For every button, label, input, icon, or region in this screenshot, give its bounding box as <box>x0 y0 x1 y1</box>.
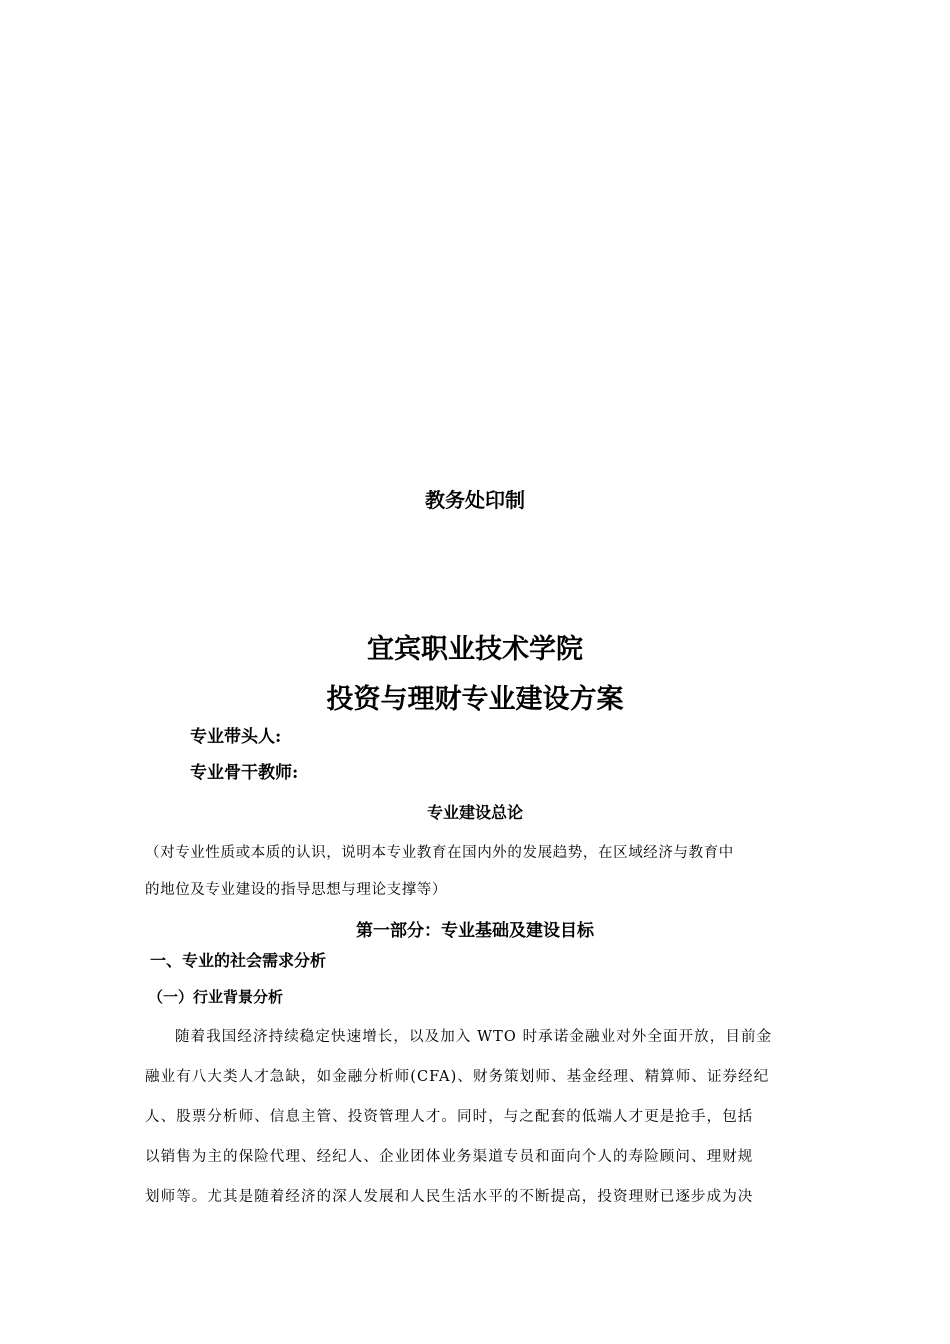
core-teacher-label: 专业骨干教师: <box>190 763 299 783</box>
leader-label: 专业带头人: <box>190 727 282 747</box>
paragraph-line: 融业有八大类人才急缺，如金融分析师(CFA)、财务策划师、基金经理、精算师、证券经纪 <box>145 1069 770 1085</box>
section1-heading: 一、专业的社会需求分析 <box>150 951 327 970</box>
paragraph-line: 划师等。尤其是随着经济的深人发展和人民生活水平的不断提高，投资理财已逐步成为决 <box>145 1189 754 1205</box>
printer-label: 教务处印制 <box>425 488 525 512</box>
subsection1-heading: （一）行业背景分析 <box>148 988 284 1006</box>
overview-note-line: （对专业性质或本质的认识，说明本专业教育在国内外的发展趋势，在区域经济与教育中 <box>145 845 734 861</box>
paragraph-line: 人、股票分析师、信息主管、投资管理人才。同时，与之配套的低端人才更是抢手，包括 <box>145 1109 754 1125</box>
part1-heading: 第一部分：专业基础及建设目标 <box>356 921 594 941</box>
paragraph-line: 以销售为主的保险代理、经纪人、企业团体业务渠道专员和面向个人的寿险顾问、理财规 <box>145 1149 754 1165</box>
overview-heading: 专业建设总论 <box>426 803 523 822</box>
school-name: 宜宾职业技术学院 <box>367 634 583 665</box>
paragraph-line: 随着我国经济持续稳定快速增长，以及加入 WTO 时承诺金融业对外全面开放，目前金 <box>175 1029 773 1045</box>
overview-note-line: 的地位及专业建设的指导思想与理论支撑等） <box>145 882 447 898</box>
plan-title: 投资与理财专业建设方案 <box>326 684 624 715</box>
